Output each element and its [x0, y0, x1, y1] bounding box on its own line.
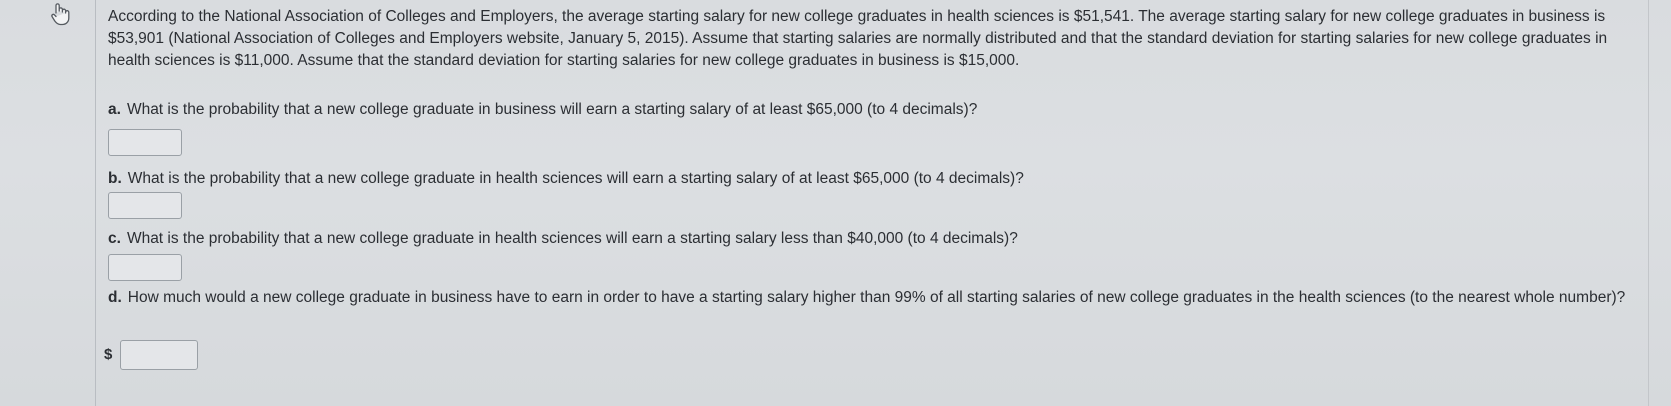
answer-d-row: [104, 340, 198, 370]
question-c: [108, 228, 1018, 250]
problem-intro: According to the National Association of Colleges and Employers, the average starting salary for new college graduates in health sciences is $51,541. The average starting salary for new college graduates in business is $53,901 (National Association of Colleges and Employers website, January 5, 2015). Assume that starting salaries are normally distributed and that the standard deviation for starting salaries for new college graduates in health sciences is $11,000. Assume that the standard deviation for starting salaries for new college graduates in business is $15,000.: [108, 8, 1608, 69]
question-c-text: What is the probability that a new college graduate in health sciences will earn a starting salary less than $40,000 (to 4 decimals)?: [126, 230, 1018, 247]
question-d-label: d.: [108, 289, 122, 306]
dollar-prefix: $: [104, 346, 113, 363]
question-c-label: c.: [108, 230, 121, 247]
question-b-text: What is the probability that a new college graduate in health sciences will earn a starting salary of at least $65,000 (to 4 decimals)?: [127, 170, 1024, 187]
left-gutter: [0, 0, 96, 406]
answer-a-input[interactable]: [108, 129, 182, 156]
hand-pointer-icon[interactable]: [50, 2, 72, 26]
problem-content: [104, 6, 1643, 363]
question-d-text: How much would a new college graduate in business have to earn in order to have a starting salary higher than 99% of all starting salaries of new college graduates in the health sciences (to the nearest whole number)?: [127, 289, 1626, 306]
question-b-label: b.: [108, 170, 122, 187]
question-a-label: a.: [108, 101, 121, 118]
question-a: [108, 99, 977, 121]
answer-d-input[interactable]: [120, 340, 198, 370]
answer-b-input[interactable]: [108, 192, 182, 219]
question-a-text: What is the probability that a new college graduate in business will earn a starting salary of at least $65,000 (to 4 decimals)?: [126, 101, 978, 118]
right-divider: [1648, 0, 1649, 406]
question-d: [108, 287, 1638, 309]
question-b: [108, 168, 1024, 190]
answer-c-input[interactable]: [108, 254, 182, 281]
